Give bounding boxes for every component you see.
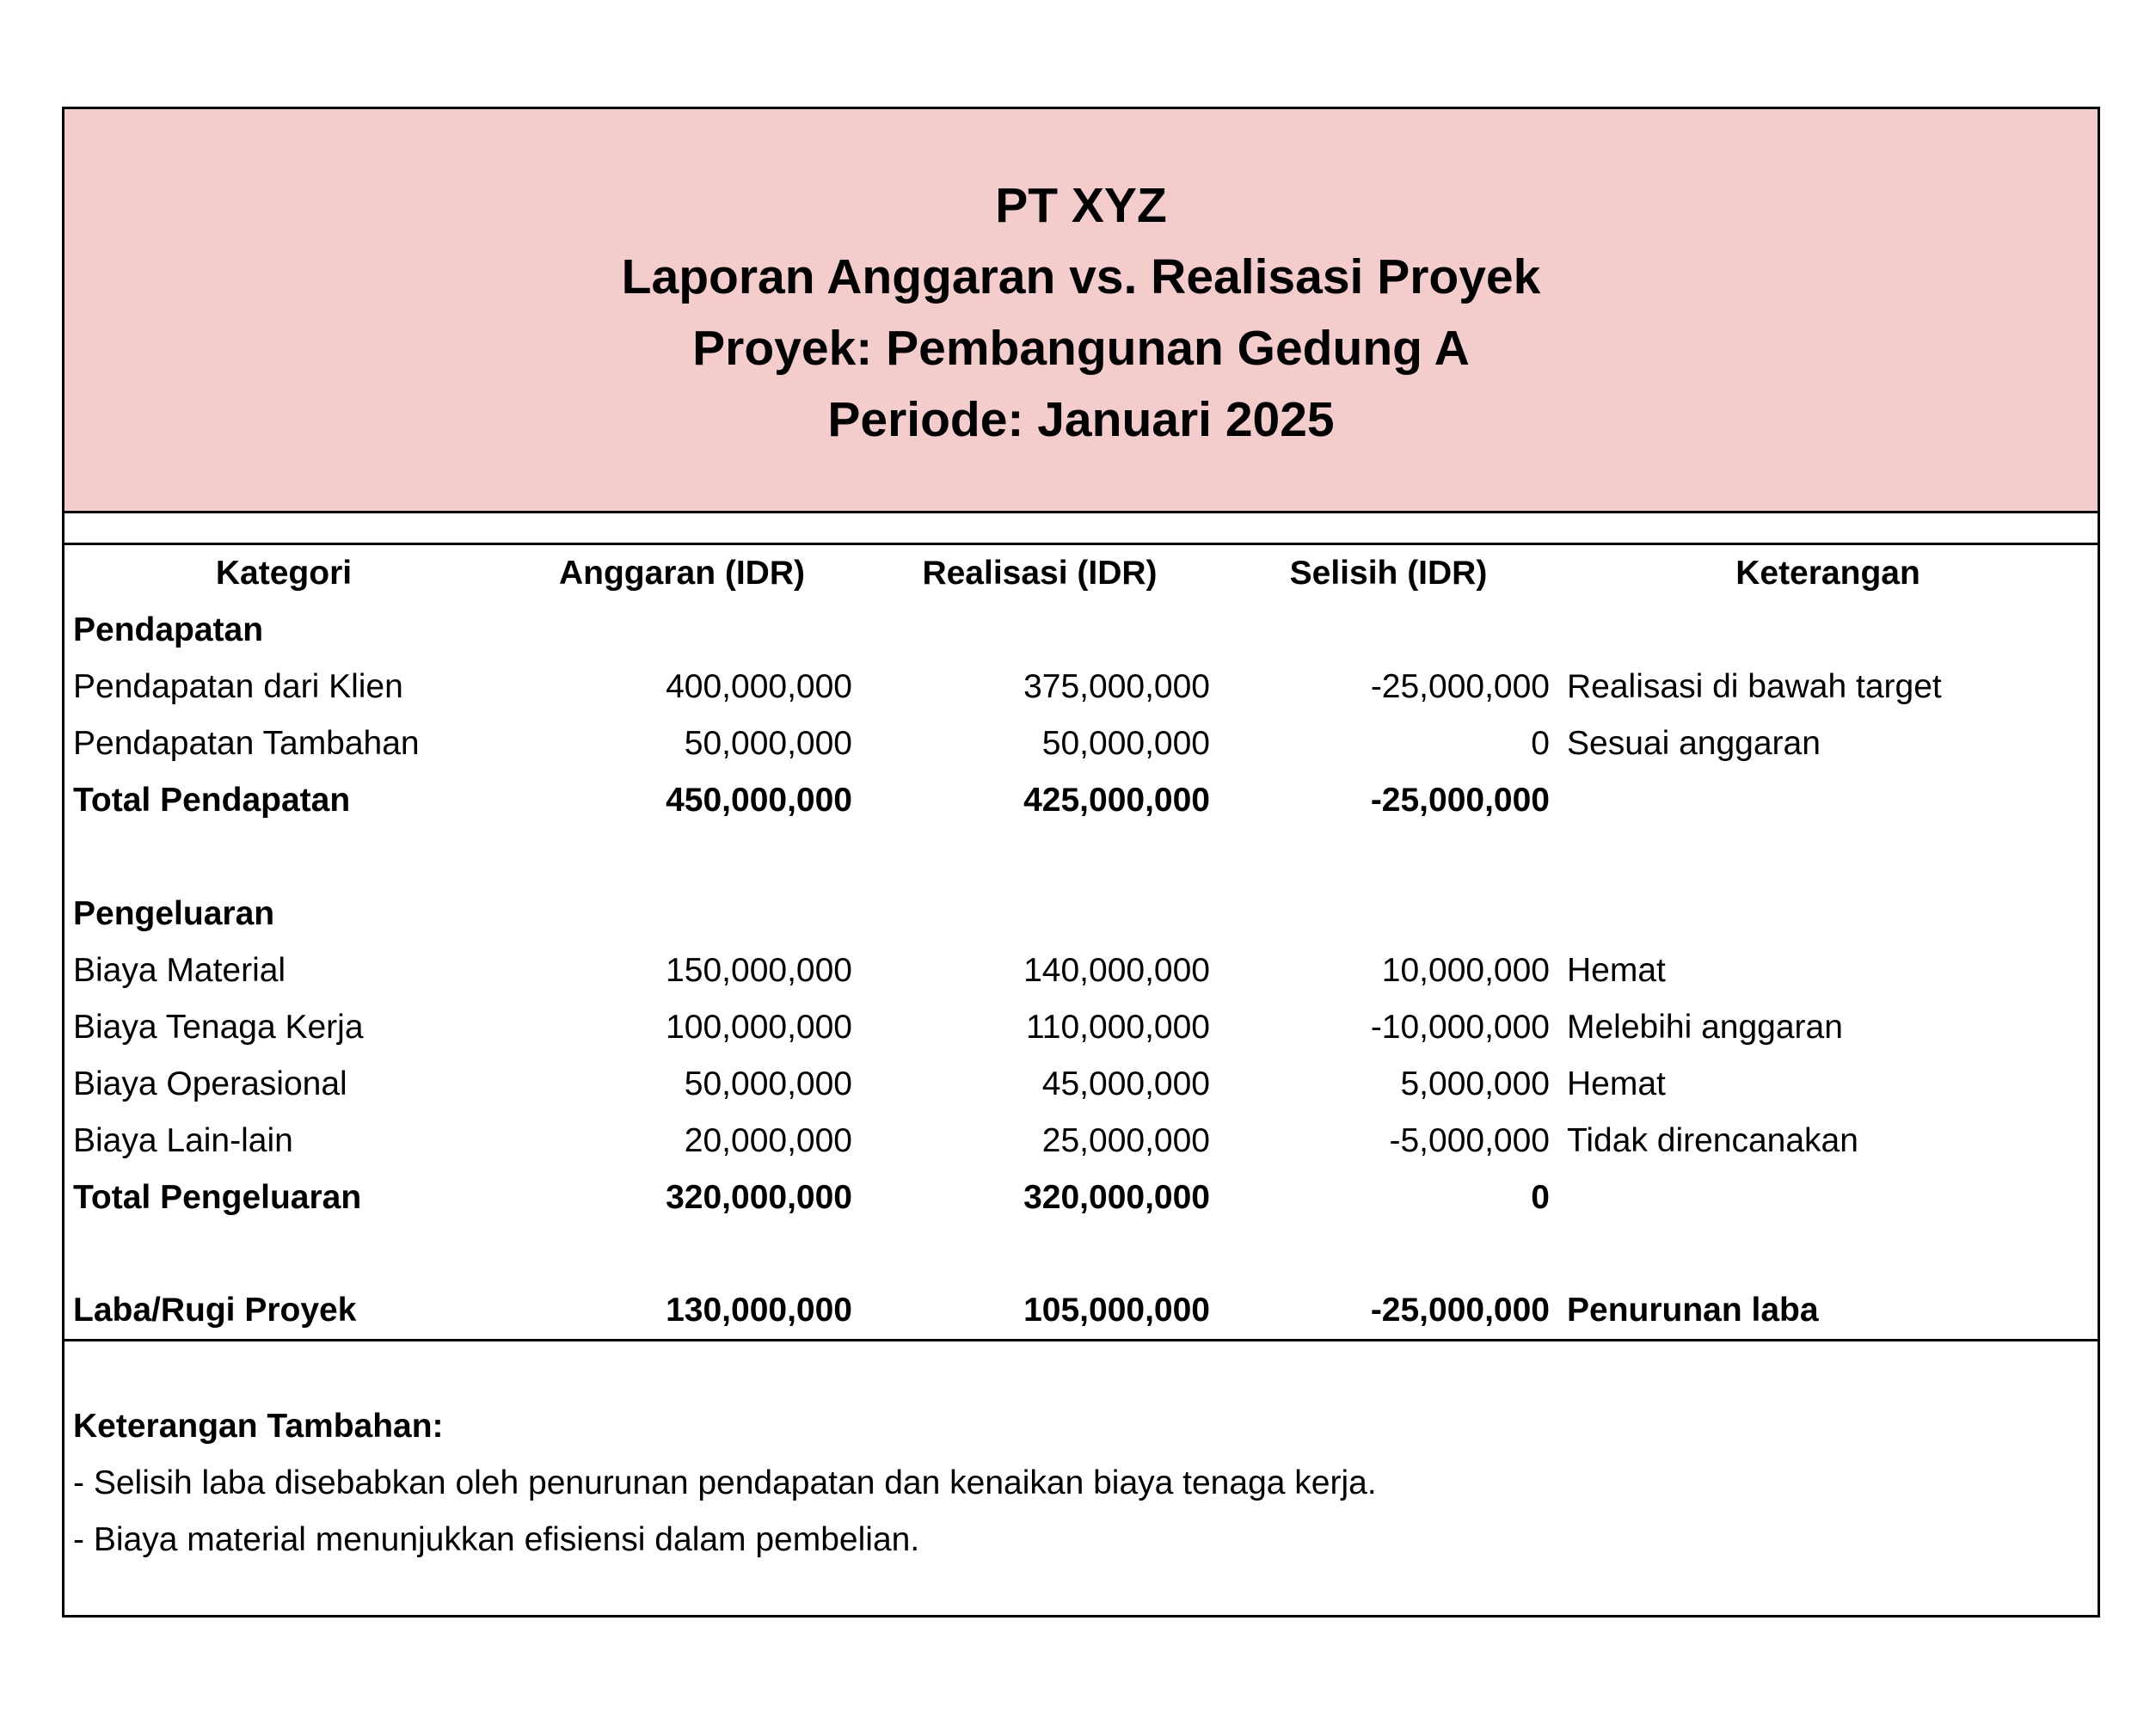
column-header-anggaran: Anggaran (IDR) — [559, 555, 805, 592]
cell-keterangan: Sesuai anggaran — [1567, 725, 1821, 762]
note-line: - Biaya material menunjukkan efisiensi dalam pembelian. — [73, 1520, 920, 1558]
cell-selisih: -10,000,000 — [1370, 1009, 1550, 1046]
cell-selisih: -25,000,000 — [1370, 1292, 1550, 1329]
cell-selisih: 0 — [1531, 1179, 1550, 1216]
section-label: Pendapatan — [73, 611, 264, 648]
cell-anggaran: 150,000,000 — [666, 952, 852, 989]
cell-kategori: Laba/Rugi Proyek — [73, 1292, 357, 1329]
cell-kategori: Biaya Tenaga Kerja — [73, 1009, 364, 1046]
cell-keterangan: Penurunan laba — [1567, 1292, 1819, 1329]
cell-realisasi: 110,000,000 — [1026, 1009, 1210, 1046]
cell-realisasi: 425,000,000 — [1023, 782, 1210, 819]
report-header — [64, 109, 2098, 513]
report-period: Periode: Januari 2025 — [827, 392, 1335, 447]
cell-anggaran: 450,000,000 — [666, 782, 852, 819]
profit-row — [64, 1283, 2098, 1340]
cell-anggaran: 20,000,000 — [684, 1122, 852, 1159]
table-row — [64, 715, 2098, 772]
cell-selisih: 0 — [1531, 725, 1550, 762]
section-row-revenue — [64, 602, 2098, 659]
table-header-row — [64, 545, 2098, 602]
section-row-expense — [64, 886, 2098, 942]
cell-selisih: 10,000,000 — [1381, 952, 1550, 989]
cell-anggaran: 50,000,000 — [684, 1065, 852, 1102]
cell-kategori: Total Pengeluaran — [73, 1179, 362, 1216]
cell-anggaran: 130,000,000 — [666, 1292, 852, 1329]
cell-kategori: Biaya Lain-lain — [73, 1122, 293, 1159]
cell-selisih: 5,000,000 — [1400, 1065, 1550, 1102]
cell-selisih: -25,000,000 — [1370, 782, 1550, 819]
cell-keterangan — [1558, 1169, 2098, 1226]
cell-keterangan: Realisasi di bawah target — [1567, 668, 1942, 705]
cell-selisih: -25,000,000 — [1370, 668, 1550, 705]
column-header-kategori: Kategori — [215, 555, 353, 592]
company-name: PT XYZ — [995, 178, 1167, 233]
cell-keterangan: Tidak direncanakan — [1567, 1122, 1858, 1159]
cell-realisasi: 45,000,000 — [1041, 1065, 1210, 1102]
total-row-expense — [64, 1169, 2098, 1226]
cell-keterangan: Melebihi anggaran — [1567, 1009, 1843, 1046]
cell-anggaran: 100,000,000 — [666, 1009, 852, 1046]
blank-row — [64, 1226, 2098, 1283]
cell-kategori: Total Pendapatan — [73, 782, 351, 819]
cell-keterangan — [1558, 772, 2098, 829]
cell-anggaran: 320,000,000 — [666, 1179, 852, 1216]
cell-realisasi: 105,000,000 — [1023, 1292, 1210, 1329]
column-header-selisih: Selisih (IDR) — [1289, 555, 1488, 592]
table-row — [64, 1056, 2098, 1113]
total-row-revenue — [64, 772, 2098, 829]
cell-realisasi: 375,000,000 — [1023, 668, 1210, 705]
blank-row — [64, 829, 2098, 886]
cell-selisih: -5,000,000 — [1389, 1122, 1550, 1159]
cell-realisasi: 320,000,000 — [1023, 1179, 1210, 1216]
table-row — [64, 942, 2098, 999]
column-header-realisasi: Realisasi (IDR) — [922, 555, 1158, 592]
section-label: Pengeluaran — [73, 895, 275, 932]
cell-realisasi: 50,000,000 — [1041, 725, 1210, 762]
notes-title: Keterangan Tambahan: — [73, 1407, 444, 1445]
cell-kategori: Pendapatan Tambahan — [73, 725, 420, 762]
table-row — [64, 999, 2098, 1056]
cell-realisasi: 140,000,000 — [1023, 952, 1210, 989]
cell-realisasi: 25,000,000 — [1041, 1122, 1210, 1159]
cell-keterangan: Hemat — [1567, 952, 1666, 989]
additional-notes — [64, 1341, 2098, 1568]
cell-kategori: Biaya Operasional — [73, 1065, 347, 1102]
report-title: Laporan Anggaran vs. Realisasi Proyek — [621, 249, 1541, 304]
column-header-keterangan: Keterangan — [1735, 555, 1920, 592]
cell-anggaran: 50,000,000 — [684, 725, 852, 762]
cell-anggaran: 400,000,000 — [666, 668, 852, 705]
project-name: Proyek: Pembangunan Gedung A — [692, 321, 1470, 376]
budget-table — [64, 545, 2098, 1341]
header-spacer-row — [64, 513, 2098, 545]
cell-keterangan: Hemat — [1567, 1065, 1666, 1102]
report-sheet — [62, 107, 2100, 1618]
table-row — [64, 659, 2098, 715]
cell-kategori: Biaya Material — [73, 952, 286, 989]
note-line: - Selisih laba disebabkan oleh penurunan pendapatan dan kenaikan biaya tenaga kerja. — [73, 1464, 1377, 1501]
table-row — [64, 1113, 2098, 1169]
cell-kategori: Pendapatan dari Klien — [73, 668, 403, 705]
